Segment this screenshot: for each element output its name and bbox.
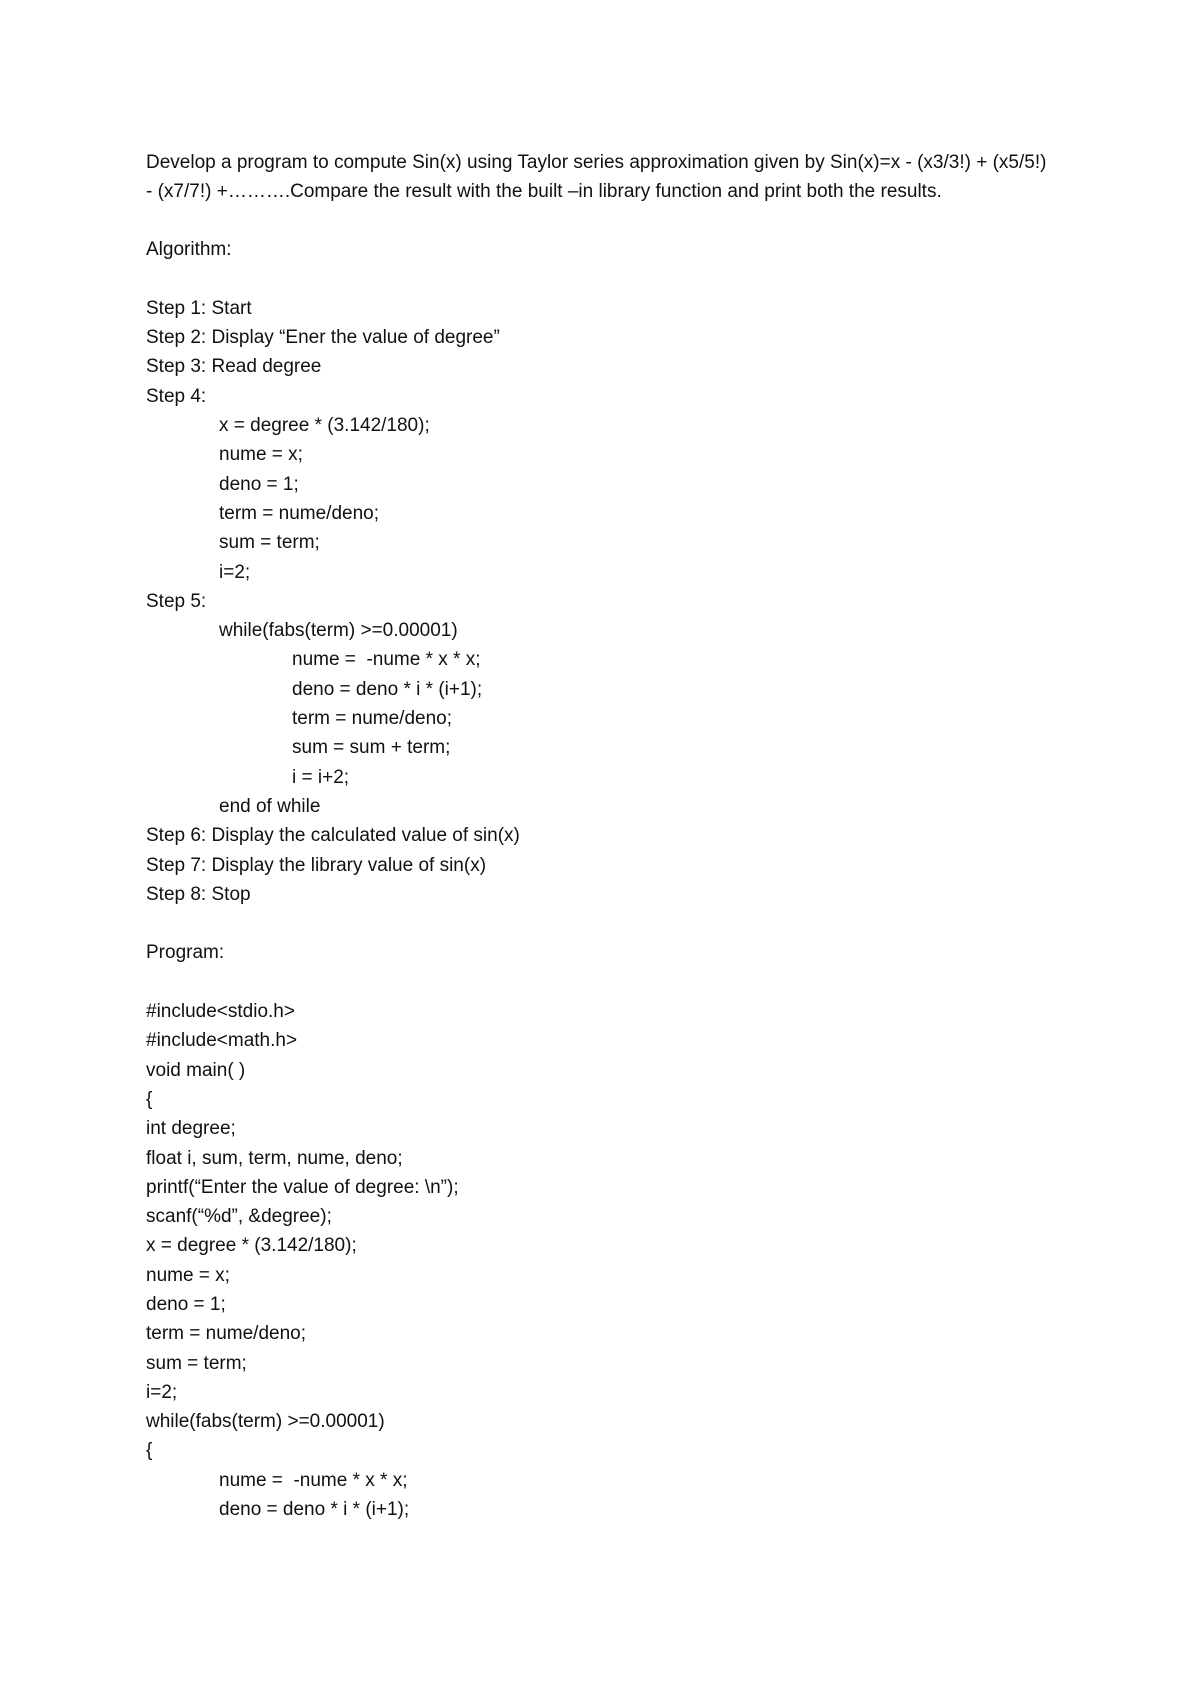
- algorithm-step-line: nume = -nume * x * x;: [292, 649, 481, 671]
- code-line: {: [146, 1440, 153, 1462]
- algorithm-step-line: Step 6: Display the calculated value of sin(x): [146, 825, 520, 847]
- code-line: int degree;: [146, 1118, 236, 1140]
- algorithm-step-line: Step 8: Stop: [146, 883, 251, 905]
- code-line: scanf(“%d”, &degree);: [146, 1206, 332, 1228]
- code-line: #include<math.h>: [146, 1030, 298, 1052]
- algorithm-steps: [146, 294, 1066, 909]
- algorithm-step-line: x = degree * (3.142/180);: [219, 415, 430, 437]
- algorithm-step-line: deno = deno * i * (i+1);: [292, 678, 483, 700]
- algorithm-step-line: term = nume/deno;: [219, 502, 380, 524]
- algorithm-step-line: sum = sum + term;: [292, 737, 451, 759]
- algorithm-step-line: Step 5:: [146, 590, 207, 612]
- program-code: [146, 997, 1066, 1524]
- code-line: i=2;: [146, 1381, 178, 1403]
- algorithm-step-line: while(fabs(term) >=0.00001): [219, 620, 458, 642]
- code-line: printf(“Enter the value of degree: \n”);: [146, 1176, 459, 1198]
- code-line: nume = x;: [146, 1264, 230, 1286]
- program-heading: Program:: [146, 942, 225, 964]
- document-content: [146, 148, 1066, 1524]
- code-line: sum = term;: [146, 1352, 247, 1374]
- code-line: #include<stdio.h>: [146, 1001, 295, 1023]
- algorithm-step-line: term = nume/deno;: [292, 708, 453, 730]
- algorithm-step-line: i=2;: [219, 561, 251, 583]
- code-line: nume = -nume * x * x;: [219, 1469, 408, 1491]
- code-line: term = nume/deno;: [146, 1323, 307, 1345]
- code-line: while(fabs(term) >=0.00001): [146, 1411, 385, 1433]
- algorithm-step-line: Step 1: Start: [146, 297, 252, 319]
- algorithm-step-line: Step 2: Display “Ener the value of degree”: [146, 327, 500, 349]
- algorithm-step-line: Step 7: Display the library value of sin(x): [146, 854, 487, 876]
- algorithm-step-line: Step 3: Read degree: [146, 356, 322, 378]
- algorithm-step-line: i = i+2;: [292, 766, 350, 788]
- algorithm-step-line: deno = 1;: [219, 473, 299, 495]
- algorithm-step-line: sum = term;: [219, 532, 320, 554]
- algorithm-step-line: Step 4:: [146, 385, 207, 407]
- code-line: {: [146, 1088, 153, 1110]
- algorithm-step-line: nume = x;: [219, 444, 303, 466]
- code-line: deno = deno * i * (i+1);: [219, 1499, 410, 1521]
- code-line: x = degree * (3.142/180);: [146, 1235, 357, 1257]
- code-line: float i, sum, term, nume, deno;: [146, 1147, 403, 1169]
- algorithm-heading: Algorithm:: [146, 239, 232, 261]
- algorithm-step-line: end of while: [219, 795, 321, 817]
- problem-statement: Develop a program to compute Sin(x) using Taylor series approximation given by Sin(x)=x - (x3/3!) + (x5/5!) - (x7/7!) +……….Compare the result with the built –in library function and print both the results.: [146, 152, 1047, 202]
- code-line: void main( ): [146, 1059, 246, 1081]
- code-line: deno = 1;: [146, 1293, 226, 1315]
